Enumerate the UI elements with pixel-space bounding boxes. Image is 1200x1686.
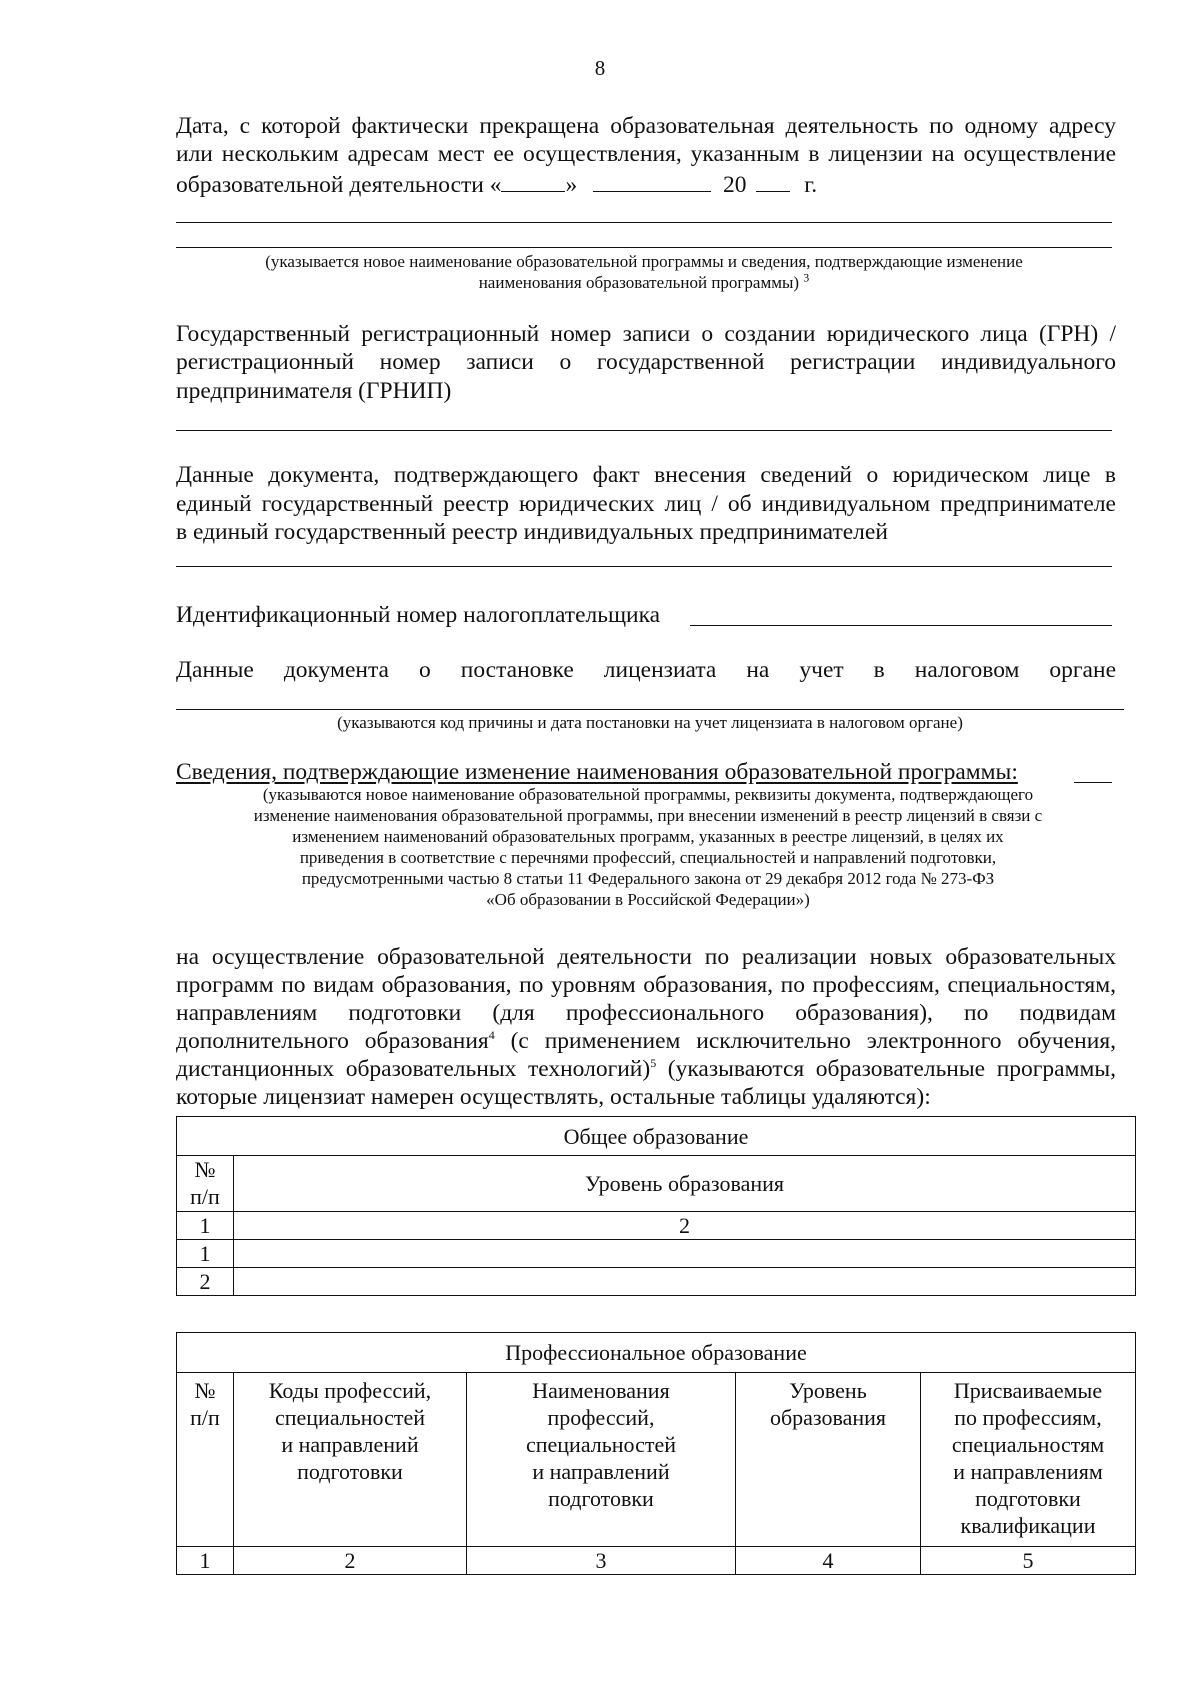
footnote-ref: 3	[803, 270, 810, 285]
footnote-ref-4: 4	[488, 1028, 495, 1043]
programs-line5-a: дистанционных образовательных технологий)	[176, 1056, 651, 1082]
prof-col-qual-l2: по профессиям,	[954, 1405, 1102, 1430]
prof-col-codes-l3: и направлений	[281, 1432, 419, 1457]
prof-col-names-l1: Наименования	[532, 1378, 670, 1403]
general-index-2: 2	[234, 1212, 1136, 1240]
egr-line2: единый государственный реестр юридических лиц / об индивидуальном предпринимателе	[176, 491, 1116, 517]
prof-col-num-l2: п/п	[190, 1405, 220, 1430]
prof-index-2: 2	[234, 1547, 467, 1575]
changes-note-3: изменением наименований образовательных программ, указанных в реестре лицензий, в целях их	[292, 827, 1004, 846]
tax-line1: Данные документа о постановке лицензиата на учет в налоговом органе	[176, 657, 1116, 683]
programs-line5-b: (указываются образовательные программы,	[656, 1056, 1116, 1082]
date-block-line1: Дата, с которой фактически прекращена образовательная деятельность по одному адресу	[176, 113, 1116, 139]
prof-col-codes-l2: специальностей	[274, 1405, 426, 1430]
professional-education-table	[176, 1332, 1136, 1575]
day-blank[interactable]	[501, 169, 565, 192]
page-number: 8	[594, 56, 606, 80]
prof-index-5: 5	[921, 1547, 1136, 1575]
programs-line4	[176, 1027, 1116, 1055]
year-prefix: 20	[722, 172, 747, 198]
blank-line[interactable]	[176, 247, 1112, 248]
prof-col-codes	[234, 1373, 467, 1547]
program-note-text: наименования образовательной программы)	[478, 273, 800, 292]
prof-col-level-l1: Уровень	[789, 1378, 867, 1403]
grn-line3: предпринимателя (ГРНИП)	[176, 378, 452, 404]
programs-line5	[176, 1055, 1116, 1083]
changes-note-4: приведения в соответствие с перечнями профессий, специальностей и направлений подготовки,	[299, 848, 997, 867]
programs-line2: программ по видам образования, по уровням образования, по профессиям, специальностям,	[176, 972, 1116, 998]
table-row	[177, 1240, 1136, 1268]
prof-col-qual-l6: квалификации	[960, 1513, 1096, 1538]
prof-col-qual-l4: и направлениям	[953, 1459, 1103, 1484]
programs-line6: которые лицензиат намерен осуществлять, остальные таблицы удаляются):	[176, 1084, 931, 1110]
changes-title: Сведения, подтверждающие изменение наименования образовательной программы:	[176, 759, 1018, 785]
changes-note-2: изменение наименования образовательной программы, при внесении изменений в реестр лицензий в связи с	[253, 806, 1043, 825]
general-col-num-l1: №	[194, 1157, 216, 1182]
prof-col-level	[736, 1373, 921, 1547]
general-index-1: 1	[177, 1212, 234, 1240]
general-row-level[interactable]	[234, 1268, 1136, 1296]
blank-line[interactable]	[176, 222, 1112, 223]
general-table-title: Общее образование	[177, 1117, 1136, 1156]
date-block-line3	[176, 169, 1116, 199]
prof-col-num-l1: №	[194, 1378, 216, 1403]
general-row-level[interactable]	[234, 1240, 1136, 1268]
general-education-table	[176, 1116, 1136, 1296]
general-col-num-l2: п/п	[190, 1184, 220, 1209]
prof-col-level-l2: образования	[769, 1405, 887, 1430]
changes-note-1: (указываются новое наименование образовательной программы, реквизиты документа, подтверждающего	[262, 785, 1034, 804]
prof-table-title: Профессиональное образование	[177, 1333, 1136, 1373]
prof-col-num	[177, 1373, 234, 1547]
month-blank[interactable]	[593, 169, 711, 192]
table-row	[177, 1268, 1136, 1296]
year-suffix: г.	[804, 172, 818, 198]
prof-col-names	[467, 1373, 736, 1547]
programs-line4-a: дополнительного образования	[176, 1028, 489, 1054]
prof-index-1: 1	[177, 1547, 234, 1575]
date-prefix: образовательной деятельности «	[176, 172, 502, 198]
program-note-line1: (указывается новое наименование образовательной программы и сведения, подтверждающие изменение	[265, 252, 1023, 271]
general-col-num	[177, 1156, 234, 1212]
changes-title-row	[176, 758, 1116, 786]
general-col-level: Уровень образования	[234, 1156, 1136, 1212]
programs-line4-b: (с применением исключительно электронного обучения,	[494, 1028, 1117, 1054]
egr-blank-line[interactable]	[176, 566, 1112, 567]
grn-line1: Государственный регистрационный номер записи о создании юридического лица (ГРН) /	[176, 321, 1116, 347]
prof-col-names-l4: и направлений	[532, 1459, 670, 1484]
prof-index-3: 3	[467, 1547, 736, 1575]
date-block-line2: или нескольким адресам мест ее осуществления, указанным в лицензии на осуществление	[176, 141, 1116, 167]
changes-note-5: предусмотренными частью 8 статьи 11 Федерального закона от 29 декабря 2012 года № 273-ФЗ	[301, 869, 995, 888]
programs-line1: на осуществление образовательной деятельности по реализации новых образовательных	[176, 944, 1116, 970]
egr-line3: в единый государственный реестр индивидуальных предпринимателей	[176, 519, 888, 545]
inn-label: Идентификационный номер налогоплательщика	[176, 602, 661, 628]
date-quote-close: »	[565, 172, 578, 198]
prof-col-qual-l1: Присваиваемые	[953, 1378, 1103, 1403]
changes-blank-line[interactable]	[1074, 782, 1112, 783]
tax-blank-line[interactable]	[176, 709, 1124, 710]
changes-note-6: «Об образовании в Российской Федерации»)	[486, 890, 810, 909]
program-note-line2	[176, 270, 1112, 293]
prof-col-names-l5: подготовки	[548, 1486, 654, 1511]
grn-line2: регистрационный номер записи о государственной регистрации индивидуального	[176, 349, 1116, 375]
prof-index-4: 4	[736, 1547, 921, 1575]
programs-line3: направлениям подготовки (для профессионального образования), по подвидам	[176, 1000, 1116, 1026]
general-row-num: 2	[177, 1268, 234, 1296]
footnote-ref-5: 5	[650, 1056, 657, 1071]
egr-line1: Данные документа, подтверждающего факт внесения сведений о юридическом лице в	[176, 462, 1116, 488]
prof-col-qual-l5: подготовки	[975, 1486, 1081, 1511]
prof-col-codes-l1: Коды профессий,	[268, 1378, 432, 1403]
grn-blank-line[interactable]	[176, 430, 1112, 431]
prof-col-codes-l4: подготовки	[297, 1459, 403, 1484]
general-row-num: 1	[177, 1240, 234, 1268]
year-blank[interactable]	[756, 169, 790, 192]
prof-col-names-l3: специальностей	[525, 1432, 677, 1457]
prof-col-qual-l3: специальностям	[951, 1432, 1105, 1457]
tax-note: (указываются код причины и дата постановки на учет лицензиата в налоговом органе)	[337, 713, 963, 732]
prof-col-qual	[921, 1373, 1136, 1547]
prof-col-names-l2: профессий,	[547, 1405, 655, 1430]
inn-blank-line[interactable]	[690, 625, 1112, 626]
